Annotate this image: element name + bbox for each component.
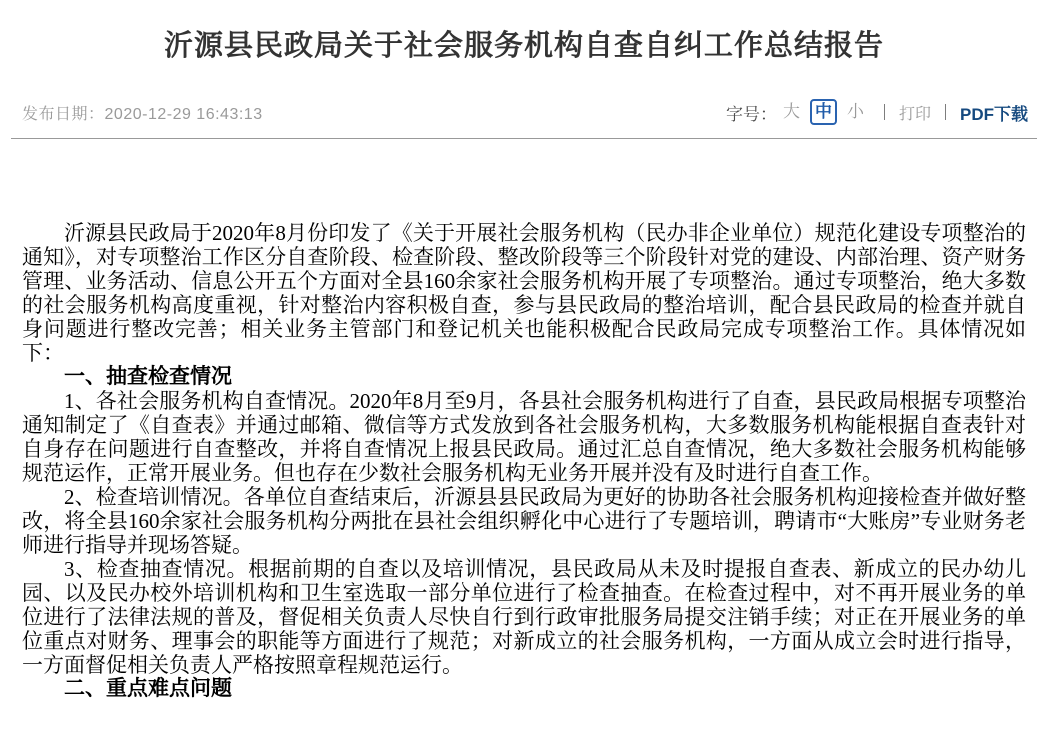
article-paragraph: 沂源县民政局于2020年8月份印发了《关于开展社会服务机构（民办非企业单位）规范化建设专项整治的通知》，对专项整治工作区分自查阶段、检查阶段、整改阶段等三个阶段针对党的建设、内部治理、资产财务管理、业务活动、信息公开五个方面对全县160余家社会服务机构开展了专项整治。通过专项整治，绝大多数的社会服务机构高度重视，针对整治内容积极自查，参与县民政局的整治培训，配合县民政局的检查并就自身问题进行整改完善；相关业务主管部门和登记机关也能积极配合民政局完成专项整治工作。具体情况如下： bbox=[22, 221, 1026, 365]
section-heading: 一、抽查检查情况 bbox=[64, 365, 232, 388]
font-size-large-button[interactable]: 大 bbox=[782, 102, 800, 121]
publish-date-label: 发布日期： bbox=[22, 105, 105, 123]
article-paragraph: 3、检查抽查情况。根据前期的自查以及培训情况，县民政局从未及时提报自查表、新成立的民办幼儿园、以及民办校外培训机构和卫生室选取一部分单位进行了检查抽查。在检查过程中，对不再开展业务的单位进行了法律法规的普及，督促相关负责人尽快自行到行政审批服务局提交注销手续；对正在开展业务的单位重点对财务、理事会的职能等方面进行了规范；对新成立的社会服务机构，一方面从成立会时进行指导，一方面督促相关负责人严格按照章程规范运行。 bbox=[22, 557, 1026, 677]
pdf-download-button[interactable]: PDF下载 bbox=[960, 104, 1028, 124]
article-paragraph: 1、各社会服务机构自查情况。2020年8月至9月，各县社会服务机构进行了自查，县民政局根据专项整治通知制定了《自查表》并通过邮箱、微信等方式发放到各社会服务机构，大多数服务机构能根据自查表针对自身存在问题进行自查整改，并将自查情况上报县民政局。通过汇总自查情况，绝大多数社会服务机构能够规范运作，正常开展业务。但也存在少数社会服务机构无业务开展并没有及时进行自查工作。 bbox=[22, 389, 1026, 485]
section-heading: 二、重点难点问题 bbox=[64, 677, 232, 700]
article-page bbox=[0, 30, 1048, 749]
article-body bbox=[0, 221, 1048, 701]
article-paragraph: 2、检查培训情况。各单位自查结束后，沂源县县民政局为更好的协助各社会服务机构迎接检查并做好整改，将全县160余家社会服务机构分两批在县社会组织孵化中心进行了专题培训，聘请市“大账房”专业财务老师进行指导并现场答疑。 bbox=[22, 485, 1026, 557]
page-title: 沂源县民政局关于社会服务机构自查自纠工作总结报告 bbox=[163, 30, 884, 62]
font-size-label: 字号： bbox=[725, 104, 777, 124]
toolbar-divider bbox=[884, 104, 885, 120]
publish-date bbox=[22, 101, 263, 124]
article-toolbar bbox=[726, 99, 1028, 125]
toolbar-divider bbox=[945, 104, 946, 120]
meta-row bbox=[0, 98, 1048, 126]
header-rule bbox=[11, 138, 1037, 139]
publish-date-value: 2020-12-29 16:43:13 bbox=[104, 105, 263, 123]
print-button[interactable]: 打印 bbox=[898, 105, 931, 123]
font-size-medium-button[interactable]: 中 bbox=[810, 99, 837, 125]
font-size-small-button[interactable]: 小 bbox=[846, 102, 864, 121]
